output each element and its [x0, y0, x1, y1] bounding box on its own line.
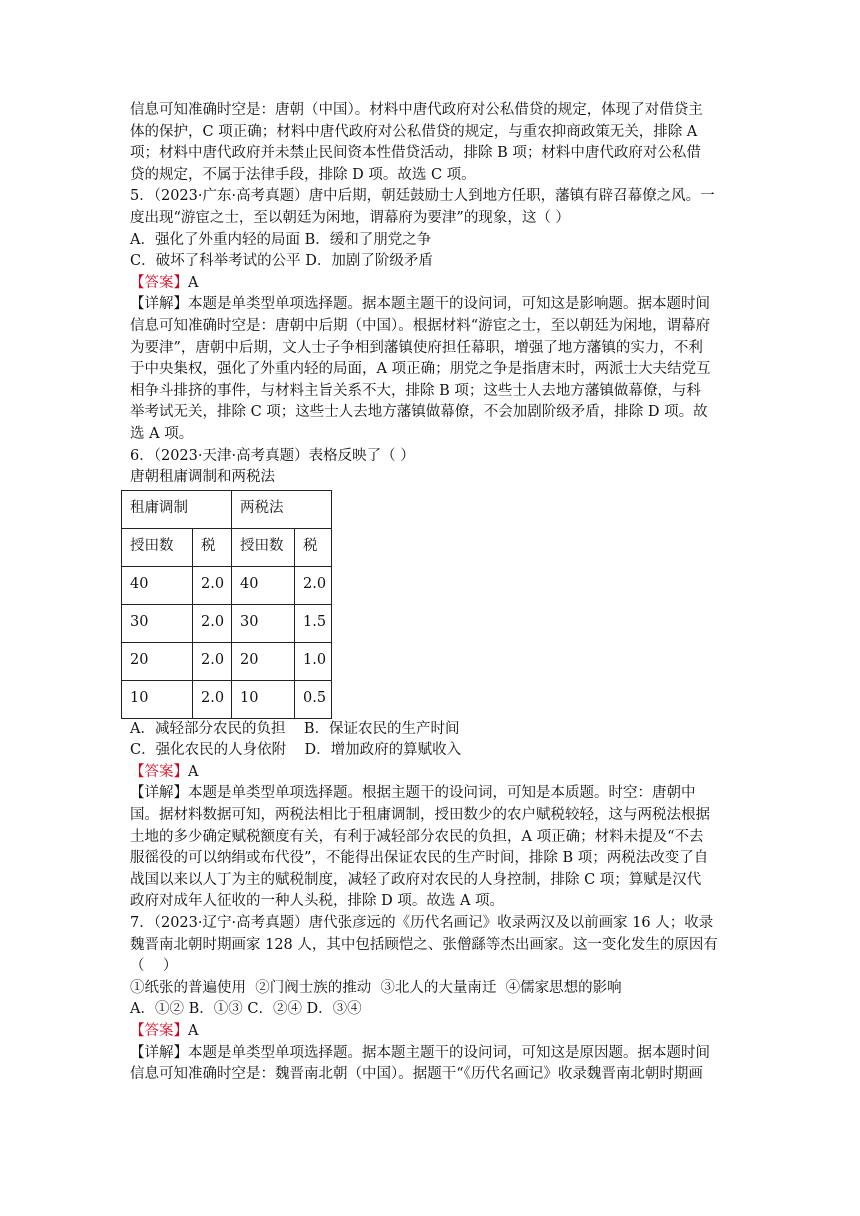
table-cell: 2.0 — [193, 642, 232, 680]
table-cell: 40 — [122, 566, 193, 604]
question-stem-line: （ ） — [130, 958, 178, 975]
question-7 — [130, 913, 730, 1086]
table-subheader: 税 — [295, 528, 332, 566]
table-cell: 1.5 — [295, 604, 332, 642]
option-line: A．①② B．①③ C．②④ D．③④ — [130, 1001, 362, 1018]
table-row — [122, 566, 332, 604]
question-stem-line: 5．（2023·广东·高考真题）唐中后期，朝廷鼓励士人到地方任职，藩镇有辟召幕僚之风。一 — [130, 188, 715, 205]
table-row — [122, 642, 332, 680]
answer-tag: 【答案】 — [130, 763, 188, 780]
table-cell: 10 — [232, 680, 295, 718]
option-line: C．破坏了科举考试的公平 D．加剧了阶级矛盾 — [130, 253, 433, 270]
text-line: 信息可知准确时空是：唐朝（中国）。材料中唐代政府对公私借贷的规定，体现了对借贷主 — [130, 102, 703, 118]
table-subheader: 授田数 — [122, 528, 193, 566]
detail-tag: 【详解】 — [130, 1044, 188, 1061]
table-title: 唐朝租庸调制和两税法 — [130, 469, 275, 486]
detail-line — [130, 783, 730, 805]
table-cell: 1.0 — [295, 642, 332, 680]
table-cell: 2.0 — [295, 566, 332, 604]
detail-line: 信息可知准确时空是：唐朝中后期（中国）。根据材料“游宦之士，至以朝廷为闲地，谓幕府 — [130, 317, 711, 334]
text-line: 项；材料中唐代政府并未禁止民间资本性借贷活动，排除 B 项；材料中唐代政府对公私借 — [130, 145, 701, 162]
detail-line — [130, 1043, 730, 1065]
detail-line: 相争斗排挤的事件，与材料主旨关系不大，排除 B 项；这些士人去地方藩镇做幕僚，与科 — [130, 382, 701, 399]
detail-line: 战国以来以人丁为主的赋税制度，减轻了政府对农民的人身控制，排除 C 项；算赋是汉代 — [130, 871, 702, 888]
table-header-row — [122, 490, 332, 528]
detail-line: 政府对成年人征收的一种人头税，排除 D 项。故选 A 项。 — [130, 893, 505, 910]
question-6 — [130, 446, 730, 914]
table-cell: 20 — [122, 642, 193, 680]
answer-value: A — [188, 274, 199, 291]
table-subheader: 授田数 — [232, 528, 295, 566]
detail-line: 信息可知准确时空是：魏晋南北朝（中国）。据题干“《历代名画记》收录魏晋南北朝时期画 — [130, 1066, 703, 1083]
detail-text: 本题是单类型单项选择题。据本题主题干的设问词，可知这是影响题。据本题时间 — [188, 296, 710, 313]
detail-line — [130, 294, 730, 316]
detail-line: 土地的多少确定赋税额度有关，有利于减轻部分农民的负担，A 项正确；材料未提及“不去 — [130, 828, 704, 845]
text-line: 体的保护，C 项正确；材料中唐代政府对公私借贷的规定，与重农抑商政策无关，排除 A — [130, 123, 698, 140]
table-cell: 10 — [122, 680, 193, 718]
table-cell: 30 — [122, 604, 193, 642]
table-cell: 2.0 — [193, 680, 232, 718]
option-line: C．强化农民的人身依附 D．增加政府的算赋收入 — [130, 742, 462, 759]
table-subheader-row — [122, 528, 332, 566]
table-cell: 2.0 — [193, 604, 232, 642]
detail-text: 本题是单类型单项选择题。根据主题干的设问词，可知是本质题。时空：唐朝中 — [188, 785, 696, 802]
answer-line — [130, 1021, 730, 1043]
answer-line — [130, 273, 730, 295]
detail-line: 为要津”，唐朝中后期，文人士子争相到藩镇使府担任幕职，增强了地方藩镇的实力，不利 — [130, 339, 703, 356]
table-cell: 2.0 — [193, 566, 232, 604]
tax-comparison-table — [121, 490, 332, 719]
answer-tag: 【答案】 — [130, 1023, 188, 1039]
table-group-header: 两税法 — [232, 490, 332, 528]
table-row — [122, 680, 332, 718]
question-stem-line: 7．（2023·辽宁·高考真题）唐代张彦远的《历代名画记》收录两汉及以前画家 16 人；收录 — [130, 915, 714, 932]
detail-line: 国。据材料数据可知，两税法相比于租庸调制，授田数少的农户赋税较轻，这与两税法根据 — [130, 807, 710, 824]
detail-text: 本题是单类型单项选择题。据本题主题干的设问词，可知这是原因题。据本题时间 — [188, 1044, 710, 1061]
table-cell: 20 — [232, 642, 295, 680]
answer-tag: 【答案】 — [130, 274, 188, 291]
question-stem-line: 魏晋南北朝时期画家 128 人，其中包括顾恺之、张僧繇等杰出画家。这一变化发生的原因有 — [130, 936, 718, 953]
table-cell: 0.5 — [295, 680, 332, 718]
question-stem-line: 度出现“游宦之士，至以朝廷为闲地，谓幕府为要津”的现象，这（ ） — [130, 209, 570, 226]
detail-line: 举考试无关，排除 C 项；这些士人去地方藩镇做幕僚，不会加剧阶级矛盾，排除 D 项。故 — [130, 404, 708, 421]
document-page — [130, 100, 730, 1086]
detail-tag: 【详解】 — [130, 785, 188, 802]
detail-line: 于中央集权，强化了外重内轻的局面，A 项正确；朋党之争是指唐末时，两派士大夫结党互 — [130, 361, 711, 378]
answer-value: A — [188, 1023, 199, 1039]
text-line: 贷的规定，不属于法律手段，排除 D 项。故选 C 项。 — [130, 166, 476, 183]
q4-explanation-tail — [130, 100, 730, 186]
detail-tag: 【详解】 — [130, 296, 188, 313]
option-line: A．减轻部分农民的负担 B．保证农民的生产时间 — [130, 720, 460, 737]
table-cell: 30 — [232, 604, 295, 642]
table-row — [122, 604, 332, 642]
answer-line — [130, 762, 730, 784]
detail-line: 服徭役的可以纳绢或布代役”，不能得出保证农民的生产时间，排除 B 项；两税法改变了自 — [130, 850, 709, 867]
table-cell: 40 — [232, 566, 295, 604]
detail-line: 选 A 项。 — [130, 425, 194, 442]
answer-value: A — [188, 763, 199, 780]
option-line: A．强化了外重内轻的局面 B．缓和了朋党之争 — [130, 231, 432, 248]
choices-line: ①纸张的普遍使用 ②门阀士族的推动 ③北人的大量南迁 ④儒家思想的影响 — [130, 979, 622, 996]
table-group-header: 租庸调制 — [122, 490, 232, 528]
question-stem-line: 6．（2023·天津·高考真题）表格反映了（ ） — [130, 447, 415, 464]
table-subheader: 税 — [193, 528, 232, 566]
question-5 — [130, 186, 730, 445]
